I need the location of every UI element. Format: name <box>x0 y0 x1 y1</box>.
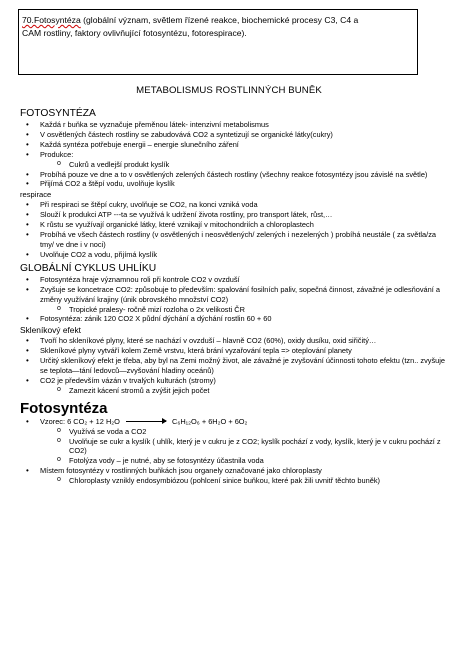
list-item: • Fotosyntéza: zánik 120 CO2 X půdní dýchání a dýchání rostlin 60 + 60 <box>20 314 448 324</box>
list-item: • Fotosyntéza hraje významnou roli při kontrole CO2 v ovzduší <box>20 275 448 285</box>
bullet-list <box>20 417 448 486</box>
sub-list-item: o Chloroplasty vznikly endosymbiózou (pohlcení sinice buňkou, které pak žili uvnitř těchto buněk) <box>20 476 448 486</box>
sub-list-item: o Využívá se voda a CO2 <box>20 427 448 437</box>
sub-list-item: o Uvolňuje se cukr a kyslík ( uhlík, který je v cukru je z CO2; kyslík pochází z vody, kyslík, který je v cukru pochází z CO2) <box>20 437 448 457</box>
list-item: • CO2 je především vázán v trvalých kulturách (stromy) <box>20 376 448 386</box>
list-item: • Při respiraci se štěpí cukry, uvolňuje se CO2, na konci vzniká voda <box>20 200 448 210</box>
sub-list-item: o Tropické pralesy- ročně mizí rozloha o 2x velikosti ČR <box>20 305 448 315</box>
bullet-list <box>20 275 448 325</box>
list-item: • Tvoří ho skleníkové plyny, které se nachází v ovzduší – hlavně CO2 (60%), oxidy dusíku, oxid siřičitý… <box>20 336 448 346</box>
bullet-list <box>20 120 448 189</box>
sub-list-item: o Fotolýza vody – je nutné, aby se fotosyntézy účastnila voda <box>20 456 448 466</box>
list-item: • Každá syntéza potřebuje energii – energie slunečního záření <box>20 140 448 150</box>
topic-box <box>18 9 418 75</box>
equation-item <box>20 417 448 427</box>
list-item: • Probíhá ve všech částech rostliny (v osvětlených i neosvětlených/ zelených i nezelených ) probíhá neustále ( za světla/za tmy/ ve dne i v noci) <box>20 230 448 250</box>
list-item: • Přijímá CO2 a štěpí vodu, uvolňuje kyslík <box>20 179 448 189</box>
list-item: • Probíhá pouze ve dne a to v osvětlených zelených částech rostliny (všechny reakce fotosyntézy jsou závislé na světle) <box>20 170 448 180</box>
list-item: • Každá r buňka se vyznačuje přeměnou látek- intenzivní metabolismus <box>20 120 448 130</box>
list-item: • Zvyšuje se koncetrace CO2: způsobuje to především: spalování fosilních paliv, sopečná činnost, závažné je odlesňování a změny využívání krajiny (únik obrovského množství CO2) <box>20 285 448 305</box>
list-item: • Místem fotosyntézy v rostlinných buňkách jsou organely označované jako chloroplasty <box>20 466 448 476</box>
subheading-sklenikovy-efekt: Skleníkový efekt <box>20 325 81 336</box>
list-item: • K růstu se využívají organické látky, které vznikají v mitochondriích a chloroplastech <box>20 220 448 230</box>
sub-list-item: o Zamezit kácení stromů a zvýšit jejich počet <box>20 386 448 396</box>
topic-text-1: (globální význam, světlem řízené reakce, biochemické procesy C3, C4 a <box>80 15 359 25</box>
section-heading-fotosynteza: FOTOSYNTÉZA <box>20 108 96 119</box>
list-item: • Produkce: <box>20 150 448 160</box>
subheading-respirace: respirace <box>20 190 52 200</box>
list-item: • Skleníkové plyny vytváří kolem Země vrstvu, která brání vyzařování tepla => oteplování planety <box>20 346 448 356</box>
sub-list-item: o Cukrů a vedlejší produkt kyslík <box>20 160 448 170</box>
topic-text-2: CAM rostliny, faktory ovlivňující fotosyntézu, fotorespirace). <box>22 27 247 38</box>
list-item: • Uvolňuje CO2 a vodu, přijímá kyslík <box>20 250 448 260</box>
document-body <box>20 105 448 486</box>
topic-number: 70.Fotosyntéza <box>22 15 81 25</box>
page-title: METABOLISMUS ROSTLINNÝCH BUNĚK <box>136 85 322 96</box>
list-item: • Určitý skleníkový efekt je třeba, aby byl na Zemi možný život, ale závažné je zvyšování účinnosti tohoto efektu (tzn.. zvyšuje se teplota—tání ledovců—zvyšování hladiny oceánů) <box>20 356 448 376</box>
list-item: • V osvětlených částech rostliny se zabudovává CO2 a syntetizují se organické látky(cukry) <box>20 130 448 140</box>
bullet-list <box>20 200 448 259</box>
arrow-right-icon <box>126 421 166 422</box>
equation-left: 6 CO₂ + 12 H₂O <box>67 416 120 426</box>
list-item: • Slouží k produkci ATP ---ta se využívá k udržení života rostliny, pro transport látek, růst,… <box>20 210 448 220</box>
section-heading-cyklus-uhliku: GLOBÁLNÍ CYKLUS UHLÍKU <box>20 262 157 274</box>
bullet-list <box>20 336 448 395</box>
section-heading-fotosynteza-big: Fotosyntéza <box>20 399 108 417</box>
equation-label: Vzorec: <box>40 416 66 426</box>
equation-right: C₆H₁₂O₆ + 6H₂O + 6O₂ <box>172 416 248 426</box>
